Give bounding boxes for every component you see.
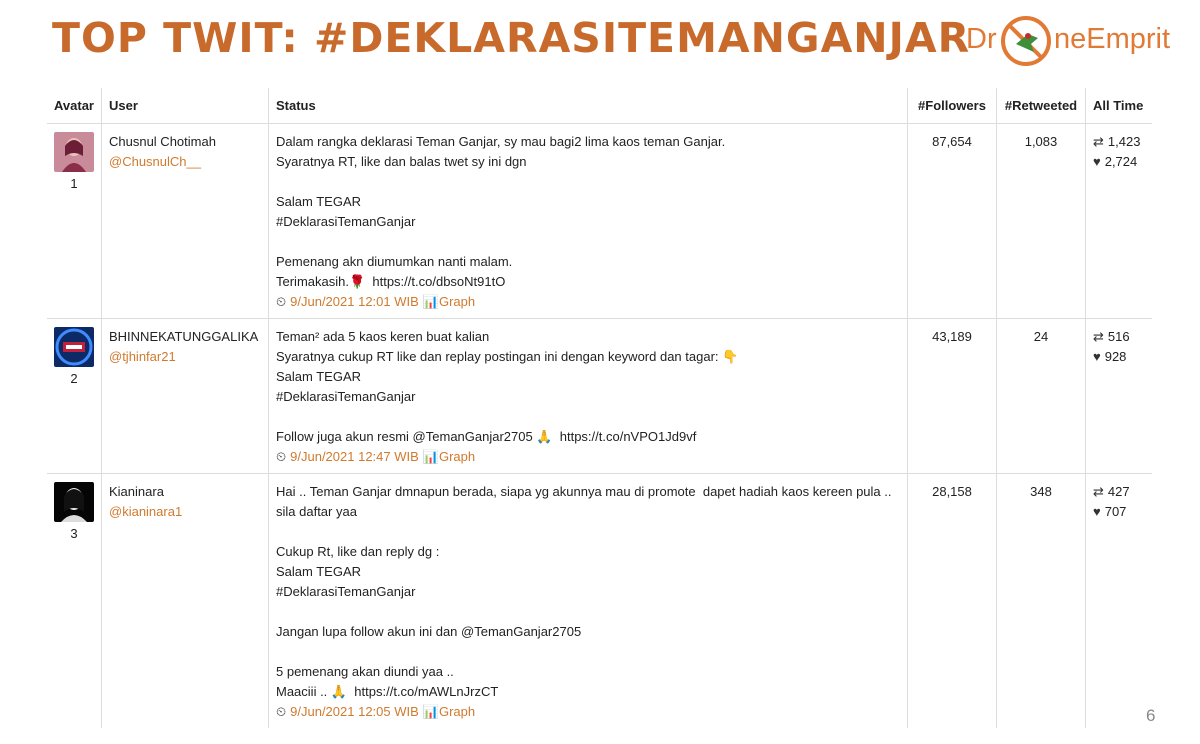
- status-text: Terimakasih.🌹 https://t.co/dbsoNt91tO: [276, 274, 506, 289]
- clock-icon: ⏲: [276, 294, 287, 309]
- user-handle-link[interactable]: @kianinara1: [109, 504, 183, 519]
- table-header-row: [47, 88, 1152, 124]
- clock-icon: ⏲: [276, 449, 287, 464]
- user-cell: [102, 474, 269, 729]
- status-text: Teman² ada 5 kaos keren buat kalian: [276, 329, 490, 344]
- status-text: [276, 642, 900, 662]
- user-handle-link[interactable]: @ChusnulCh__: [109, 154, 201, 169]
- tweet-meta: [276, 292, 900, 312]
- status-text: Follow juga akun resmi @TemanGanjar2705 🙏 https://t.co/nVPO1Jd9vf: [276, 429, 697, 444]
- like-count: 2,724: [1104, 154, 1138, 169]
- table-row: [47, 474, 1152, 729]
- status-cell: [269, 319, 908, 474]
- status-text: Dalam rangka deklarasi Teman Ganjar, sy mau bagi2 lima kaos teman Ganjar.: [276, 134, 726, 149]
- tweet-meta: [276, 447, 900, 467]
- status-text: Salam TEGAR: [276, 194, 362, 209]
- logo-text-left: Dr: [966, 23, 997, 55]
- heart-icon: ♥: [1093, 349, 1101, 364]
- avatar[interactable]: [54, 327, 94, 367]
- status-text: [276, 232, 900, 252]
- all-time-retweets: [1093, 132, 1145, 152]
- user-avatar-logo-icon: [54, 327, 94, 367]
- status-text: Jangan lupa follow akun ini dan @TemanGanjar2705: [276, 624, 582, 639]
- user-name: Chusnul Chotimah: [109, 134, 216, 149]
- table-row: [47, 319, 1152, 474]
- tweet-time-link[interactable]: 9/Jun/2021 12:47 WIB: [290, 449, 419, 464]
- user-name: BHINNEKATUNGGALIKA: [109, 329, 259, 344]
- user-handle-link[interactable]: @tjhinfar21: [109, 349, 176, 364]
- status-text: Syaratnya RT, like dan balas twet sy ini dgn: [276, 154, 527, 169]
- page-title: TOP TWIT: #DEKLARASITEMANGANJAR: [52, 14, 971, 62]
- status-text: [276, 602, 900, 622]
- column-header-user[interactable]: User: [102, 88, 269, 124]
- status-text: Maaciii .. 🙏 https://t.co/mAWLnJrzCT: [276, 684, 499, 699]
- rank-number: 1: [70, 176, 78, 191]
- avatar-cell: [47, 319, 102, 474]
- all-time-cell: [1086, 474, 1156, 729]
- user-cell: [102, 319, 269, 474]
- all-time-cell: [1086, 319, 1153, 474]
- drone-emprit-logo: [966, 14, 1176, 68]
- user-name: Kianinara: [109, 484, 164, 499]
- status-text: Syaratnya cukup RT like dan replay postingan ini dengan keyword dan tagar: 👇: [276, 349, 739, 364]
- retweeted-count: 24: [997, 319, 1086, 474]
- status-cell: [269, 474, 908, 729]
- followers-count: 28,158: [908, 474, 997, 729]
- avatar-cell: [47, 124, 102, 319]
- column-header-all-time[interactable]: All Time: [1086, 88, 1153, 124]
- heart-icon: ♥: [1093, 504, 1101, 519]
- status-text: Pemenang akn diumumkan nanti malam.: [276, 254, 513, 269]
- retweet-count: 427: [1107, 484, 1130, 499]
- followers-count: 43,189: [908, 319, 997, 474]
- user-avatar-dark-icon: [54, 482, 94, 522]
- retweet-icon: ⇄: [1093, 329, 1104, 344]
- status-text: Hai .. Teman Ganjar dmnapun berada, siapa yg akunnya mau di promote dapet hadiah kaos kereen pula ..: [276, 484, 892, 499]
- graph-link[interactable]: Graph: [438, 294, 476, 309]
- all-time-cell: [1086, 124, 1153, 319]
- user-cell: [102, 124, 269, 319]
- heart-icon: ♥: [1093, 154, 1101, 169]
- retweeted-count: 1,083: [997, 124, 1086, 319]
- graph-link[interactable]: Graph: [438, 449, 476, 464]
- status-text: #DeklarasiTemanGanjar: [276, 584, 416, 599]
- status-text: [276, 522, 900, 542]
- all-time-likes: [1093, 502, 1145, 522]
- retweeted-count: 348: [997, 474, 1086, 729]
- logo-text-right: neEmprit: [1054, 23, 1171, 55]
- avatar[interactable]: [54, 132, 94, 172]
- retweet-icon: ⇄: [1093, 484, 1104, 499]
- graph-link[interactable]: Graph: [438, 704, 476, 719]
- tweet-time-link[interactable]: 9/Jun/2021 12:01 WIB: [290, 294, 419, 309]
- column-header-avatar[interactable]: Avatar: [47, 88, 102, 124]
- status-text: #DeklarasiTemanGanjar: [276, 214, 416, 229]
- top-tweets-table: [47, 88, 1152, 728]
- clock-icon: ⏲: [276, 704, 287, 719]
- status-text: #DeklarasiTemanGanjar: [276, 389, 416, 404]
- retweet-icon: ⇄: [1093, 134, 1104, 149]
- rank-number: 3: [70, 526, 78, 541]
- status-text: [276, 172, 900, 192]
- status-text: Salam TEGAR: [276, 369, 362, 384]
- status-text: Cukup Rt, like dan reply dg :: [276, 544, 440, 559]
- retweet-count: 516: [1107, 329, 1130, 344]
- avatar-cell: [47, 474, 102, 729]
- bar-chart-icon: 📊: [422, 294, 439, 309]
- followers-count: 87,654: [908, 124, 997, 319]
- column-header-retweeted[interactable]: #Retweeted: [997, 88, 1086, 124]
- status-text: [276, 407, 900, 427]
- drone-logo-icon: [998, 14, 1054, 68]
- retweet-count: 1,423: [1107, 134, 1141, 149]
- status-cell: [269, 124, 908, 319]
- column-header-followers[interactable]: #Followers: [908, 88, 997, 124]
- status-text: Salam TEGAR: [276, 564, 362, 579]
- column-header-status[interactable]: Status: [269, 88, 908, 124]
- all-time-likes: [1093, 347, 1145, 367]
- tweet-meta: [276, 702, 900, 722]
- status-text: sila daftar yaa: [276, 504, 357, 519]
- all-time-retweets: [1093, 482, 1145, 502]
- like-count: 928: [1104, 349, 1127, 364]
- status-text: 5 pemenang akan diundi yaa ..: [276, 664, 454, 679]
- bar-chart-icon: 📊: [422, 704, 439, 719]
- bar-chart-icon: 📊: [422, 449, 439, 464]
- rank-number: 2: [70, 371, 78, 386]
- like-count: 707: [1104, 504, 1127, 519]
- user-avatar-photo-icon: [54, 132, 94, 172]
- table-row: [47, 124, 1152, 319]
- avatar[interactable]: [54, 482, 94, 522]
- tweet-time-link[interactable]: 9/Jun/2021 12:05 WIB: [290, 704, 419, 719]
- all-time-retweets: [1093, 327, 1145, 347]
- page-number: 6: [1146, 706, 1156, 725]
- all-time-likes: [1093, 152, 1145, 172]
